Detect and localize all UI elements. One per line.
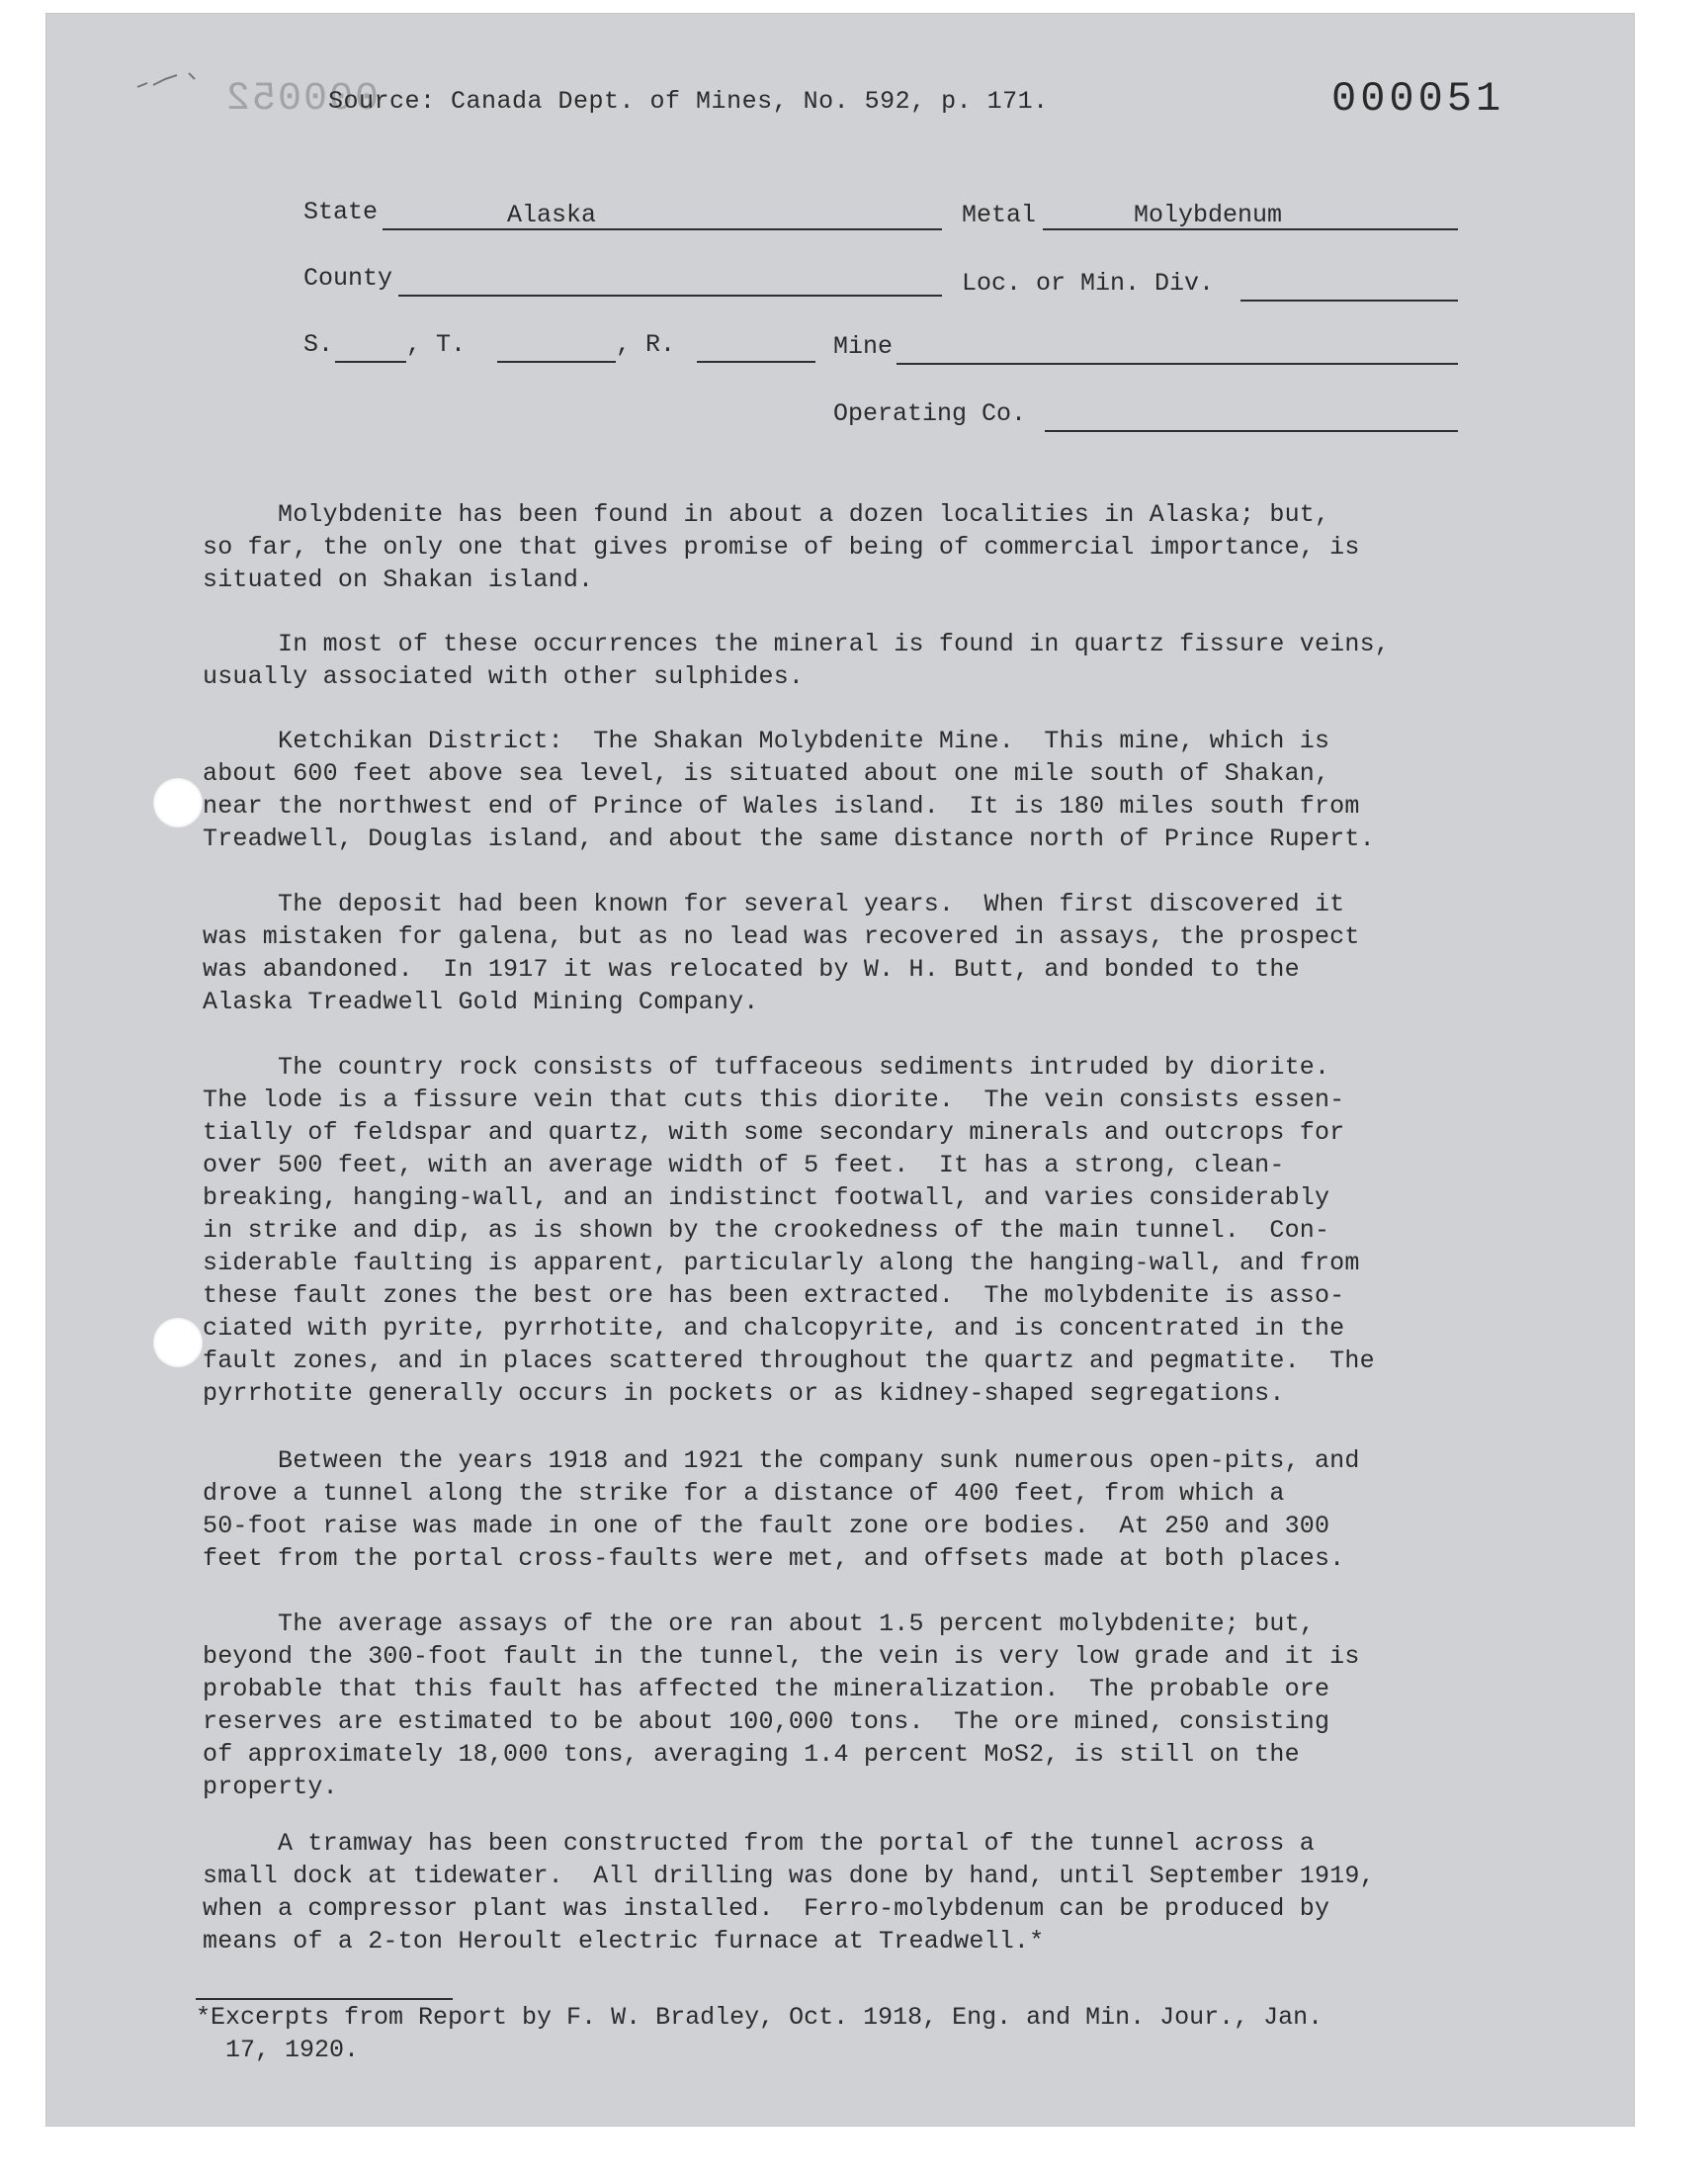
township-field	[497, 333, 616, 363]
range-label: , R.	[616, 330, 676, 359]
paragraph-1: Molybdenite has been found in about a dozen localities in Alaska; but, so far, the only one that gives promise of being of commercial importance, is situated on Shakan island.	[203, 500, 1360, 594]
range-value	[697, 333, 705, 362]
source-citation: Source: Canada Dept. of Mines, No. 592, p. 171.	[328, 87, 1049, 116]
state-value: Alaska	[507, 201, 597, 229]
paragraph-3: Ketchikan District: The Shakan Molybdenite Mine. This mine, which is about 600 feet above sea level, is situated about one mile south of Shakan, near the northwest end of Prince of Wales island. It is 180 miles south from Treadwell, Douglas island, and about the same distance north of Prince Rupert.	[203, 727, 1375, 853]
footnote-divider	[196, 1998, 453, 2000]
document-number: 000051	[1331, 75, 1505, 123]
location-field	[1240, 272, 1458, 302]
paragraph-6: Between the years 1918 and 1921 the company sunk numerous open-pits, and drove a tunnel along the strike for a distance of 400 feet, from which a 50-foot raise was made in one of the fault zone ore bodies. At 250 and 300 feet from the portal cross-faults were met, and offsets made at both places.	[203, 1446, 1360, 1573]
metal-label: Metal	[962, 201, 1037, 229]
section-label: S.	[303, 330, 334, 359]
mine-field	[897, 335, 1458, 365]
section-value	[335, 333, 343, 362]
operating-co-field	[1045, 402, 1458, 432]
location-value	[1240, 272, 1248, 301]
state-label: State	[303, 198, 379, 226]
metal-value: Molybdenum	[1134, 201, 1283, 229]
operating-co-label: Operating Co.	[833, 399, 1027, 428]
county-field	[398, 267, 942, 297]
mine-label: Mine	[833, 332, 894, 361]
punch-hole	[153, 1318, 203, 1367]
paragraph-7: The average assays of the ore ran about 1.5 percent molybdenite; but, beyond the 300-foot fault in the tunnel, the vein is very low grade and it is probable that this fault has affected the mineralization. The probable ore reserves are estimated to be about 100,000 tons. The ore mined, consisting of approximately 18,000 tons, averaging 1.4 percent MoS2, is still on the property.	[203, 1610, 1360, 1801]
footnote: *Excerpts from Report by F. W. Bradley, Oct. 1918, Eng. and Min. Jour., Jan. 17, 1920.	[196, 2003, 1324, 2064]
range-field	[697, 333, 815, 363]
state-field	[383, 201, 942, 230]
document-page	[46, 14, 1634, 2126]
pencil-mark-icon	[133, 65, 213, 105]
metal-field	[1043, 201, 1458, 230]
punch-hole	[153, 778, 203, 827]
township-value	[497, 333, 505, 362]
mine-value	[897, 335, 904, 364]
bleed-through-number: 000052	[224, 77, 380, 122]
location-label: Loc. or Min. Div.	[962, 269, 1215, 298]
paragraph-2: In most of these occurrences the mineral is found in quartz fissure veins, usually associated with other sulphides.	[203, 630, 1390, 691]
section-field	[335, 333, 406, 363]
township-label: , T.	[406, 330, 467, 359]
paragraph-5: The country rock consists of tuffaceous sediments intruded by diorite. The lode is a fissure vein that cuts this diorite. The vein consists essen- tially of feldspar and quartz, with some secondary minerals and outcrops for over 500 feet, with an average width of 5 feet. It has a strong, clean- breaking, hanging-wall, and an indistinct footwall, and varies considerably in strike and dip, as is shown by the crookedness of the main tunnel. Con- siderable faulting is apparent, particularly along the hanging-wall, and from these fault zones the best ore has been extracted. The molybdenite is asso- ciated with pyrite, pyrrhotite, and chalcopyrite, and is concentrated in the fault zones, and in places scattered throughout the quartz and pegmatite. The pyrrhotite generally occurs in pockets or as kidney-shaped segregations.	[203, 1053, 1375, 1408]
paragraph-4: The deposit had been known for several years. When first discovered it was mistaken for galena, but as no lead was recovered in assays, the prospect was abandoned. In 1917 it was relocated by W. H. Butt, and bonded to the Alaska Treadwell Gold Mining Company.	[203, 890, 1360, 1016]
county-value	[398, 267, 406, 296]
paragraph-8: A tramway has been constructed from the portal of the tunnel across a small dock at tidewater. All drilling was done by hand, until September 1919, when a compressor plant was installed. Ferro-molybdenum can be produced by means of a 2-ton Heroult electric furnace at Treadwell.*	[203, 1829, 1375, 1956]
operating-co-value	[1045, 402, 1053, 431]
county-label: County	[303, 264, 393, 293]
